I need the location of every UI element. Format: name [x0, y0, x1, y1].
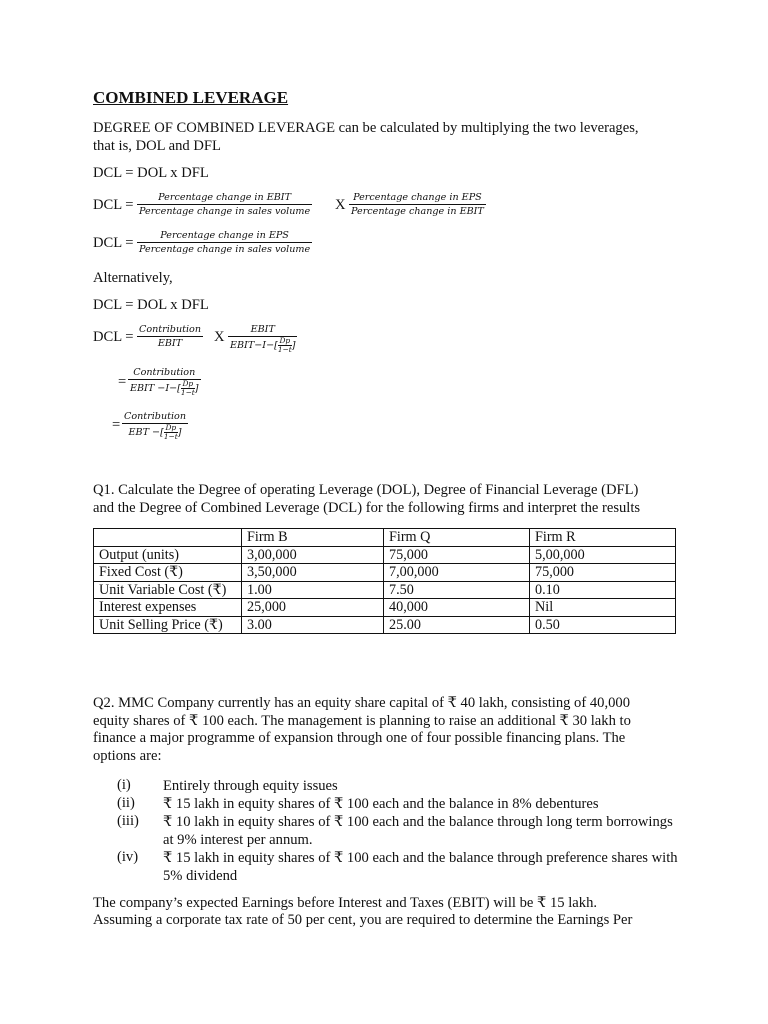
option-text: ₹ 10 lakh in equity shares of ₹ 100 each and the balance through long term borrowings at 9% interest per annum.: [163, 814, 673, 848]
table-header-cell: Firm B: [242, 529, 384, 547]
dcl-equation-2: DCL = DOL x DFL: [93, 297, 209, 313]
dp-fraction: $\frac{Dp}{1-t}$: [163, 423, 178, 441]
fraction-denominator: EBIT−I−[ $\frac{Dp}{1-t}$ ]: [230, 336, 296, 354]
table-row: [94, 581, 676, 599]
fraction-eps-over-ebit: [349, 191, 486, 218]
q2-line-3: finance a major programme of expansion through one of four possible financing plans. The: [93, 730, 626, 746]
option-text: ₹ 15 lakh in equity shares of ₹ 100 each and the balance in 8% debentures: [163, 796, 599, 812]
table-cell: 1.00: [242, 581, 384, 599]
fraction-ebit-over-sales: [137, 191, 312, 218]
table-cell: Nil: [530, 599, 676, 617]
times-sign: X: [335, 197, 346, 213]
fraction-numerator: Contribution: [139, 324, 202, 335]
table-cell: Output (units): [94, 546, 242, 564]
table-cell: 40,000: [384, 599, 530, 617]
table-cell: 0.50: [530, 616, 676, 634]
fraction-denominator: Percentage change in sales volume: [139, 244, 311, 255]
table-cell: 25,000: [242, 599, 384, 617]
option-number: (iv): [117, 849, 139, 865]
q1-line-1: Q1. Calculate the Degree of operating Leverage (DOL), Degree of Financial Leverage (DFL): [93, 482, 639, 498]
table-cell: 0.10: [530, 581, 676, 599]
table-cell: 3,00,000: [242, 546, 384, 564]
fraction-ebit-over-ebit-minus: [228, 323, 297, 354]
fraction-eps-over-sales: [137, 229, 312, 256]
dcl-label-1: DCL =: [93, 197, 134, 213]
option-number: (i): [117, 777, 131, 793]
fraction-denominator: EBT −[ $\frac{Dp}{1-t}$ ]: [128, 423, 182, 441]
table-cell: 75,000: [384, 546, 530, 564]
table-header-cell: Firm Q: [384, 529, 530, 547]
fraction-numerator: Percentage change in EBIT: [137, 191, 312, 205]
page-title: COMBINED LEVERAGE: [93, 88, 289, 107]
q1-line-2: and the Degree of Combined Leverage (DCL) for the following firms and interpret the results: [93, 500, 641, 516]
closing-line-2: Assuming a corporate tax rate of 50 per cent, you are required to determine the Earnings Per: [93, 912, 633, 928]
table-cell: Unit Selling Price (₹): [94, 616, 242, 634]
table-cell: 3.00: [242, 616, 384, 634]
fraction-contribution-over-ebit-minus: [128, 366, 201, 397]
table-header-row: [94, 529, 676, 547]
dp-fraction: $\frac{Dp}{1-t}$: [277, 336, 292, 354]
closing-line-1: The company’s expected Earnings before Interest and Taxes (EBIT) will be ₹ 15 lakh.: [93, 895, 598, 911]
intro-line-1: DEGREE OF COMBINED LEVERAGE can be calculated by multiplying the two leverages,: [93, 120, 639, 136]
fraction-denominator: Percentage change in EBIT: [351, 206, 484, 217]
equals-sign-1: =: [118, 374, 127, 390]
equals-sign-2: =: [112, 417, 121, 433]
option-number: (ii): [117, 795, 135, 811]
q2-line-2: equity shares of ₹ 100 each. The management is planning to raise an additional ₹ 30 lakh to: [93, 713, 631, 729]
table-row: [94, 564, 676, 582]
table-cell: 5,00,000: [530, 546, 676, 564]
fraction-contribution-over-ebt: [122, 410, 188, 441]
table-header-cell: [94, 529, 242, 547]
table-row: [94, 616, 676, 634]
table-header-cell: Firm R: [530, 529, 676, 547]
fraction-numerator: EBIT: [228, 323, 297, 337]
table-row: [94, 546, 676, 564]
table-cell: 75,000: [530, 564, 676, 582]
dcl-label-2: DCL =: [93, 235, 134, 251]
dcl-label-3: DCL =: [93, 329, 134, 345]
fraction-denominator: Percentage change in sales volume: [139, 206, 311, 217]
fraction-denominator: EBIT: [157, 338, 183, 349]
fraction-denominator: EBIT −I−[ $\frac{Dp}{1-t}$ ]: [130, 379, 199, 397]
times-sign: X: [214, 329, 225, 345]
dcl-equation-1: DCL = DOL x DFL: [93, 165, 209, 181]
table-cell: 7.50: [384, 581, 530, 599]
firms-table: [93, 528, 676, 634]
q2-line-4: options are:: [93, 748, 162, 764]
option-text: ₹ 15 lakh in equity shares of ₹ 100 each and the balance through preference shares with 5% dividend: [163, 850, 678, 884]
fraction-numerator: Contribution: [124, 411, 187, 422]
intro-line-2: that is, DOL and DFL: [93, 138, 221, 154]
fraction-contribution-over-ebit: [137, 323, 203, 350]
q2-line-1: Q2. MMC Company currently has an equity share capital of ₹ 40 lakh, consisting of 40,000: [93, 695, 630, 711]
fraction-numerator: Contribution: [128, 366, 201, 380]
fraction-numerator: Percentage change in EPS: [137, 229, 312, 243]
fraction-numerator: Percentage change in EPS: [349, 191, 486, 205]
table-cell: Interest expenses: [94, 599, 242, 617]
option-number: (iii): [117, 813, 139, 829]
table-row: [94, 599, 676, 617]
table-cell: 7,00,000: [384, 564, 530, 582]
option-text: Entirely through equity issues: [163, 778, 338, 794]
table-cell: 25.00: [384, 616, 530, 634]
table-cell: Fixed Cost (₹): [94, 564, 242, 582]
table-cell: Unit Variable Cost (₹): [94, 581, 242, 599]
table-cell: 3,50,000: [242, 564, 384, 582]
dp-fraction: $\frac{Dp}{1-t}$: [180, 379, 195, 397]
alternatively-text: Alternatively,: [93, 270, 173, 286]
